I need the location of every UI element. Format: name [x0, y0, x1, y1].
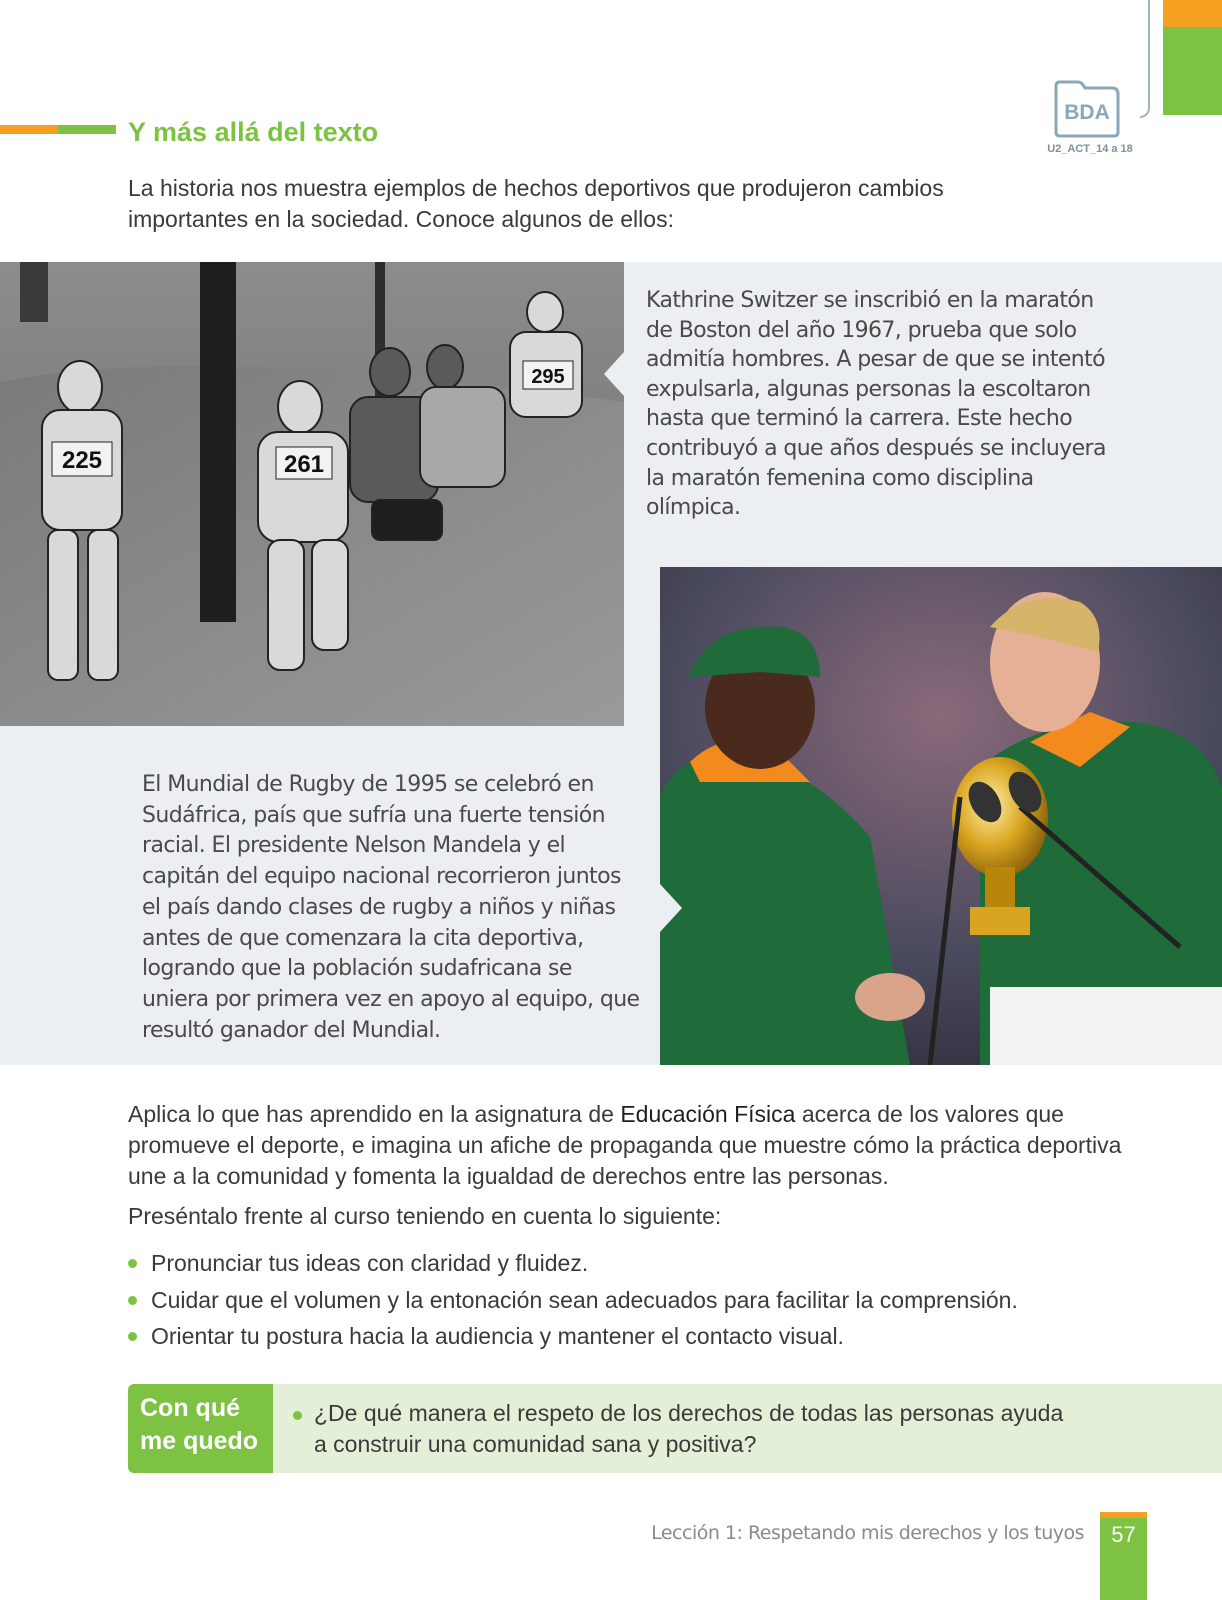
list-item [128, 1318, 1018, 1355]
title-part-3: del [259, 117, 314, 147]
bda-code: U2_ACT_14 a 18 [1047, 143, 1133, 155]
header-bar-orange [0, 125, 58, 134]
bullet-icon [128, 1296, 137, 1305]
list-item [128, 1245, 1018, 1282]
subject-name: Educación Física [620, 1101, 796, 1127]
boston-marathon-photo [0, 262, 624, 726]
reflection-question: ¿De qué manera el respeto de los derechos de todas las personas ayuda a construir una comunidad sana y positiva? [314, 1400, 1064, 1457]
bib-261: 261 [283, 451, 325, 478]
bullet-icon [128, 1332, 137, 1341]
bib-295: 295 [531, 366, 565, 388]
presentation-prompt: Preséntalo frente al curso teniendo en cuenta lo siguiente: [128, 1203, 722, 1229]
list-item-text: Cuidar que el volumen y la entonación sean adecuados para facilitar la comprensión. [151, 1286, 1018, 1313]
lesson-footer: Lección 1: Respetando mis derechos y los tuyos [651, 1522, 1084, 1544]
section-title [128, 117, 378, 148]
bullet-icon [128, 1259, 137, 1268]
bda-label: BDA [1064, 101, 1110, 124]
page-number: 57 [1111, 1522, 1136, 1547]
reflection-tag-label: Con qué me quedo [140, 1394, 259, 1455]
title-part-4: texto [313, 117, 379, 147]
bda-connector-line [1140, 0, 1150, 118]
list-item-text: Orientar tu postura hacia la audiencia y mantener el contacto visual. [151, 1323, 844, 1349]
activity-text-before: Aplica lo que has aprendido en la asignatura de [128, 1101, 621, 1127]
rugby-caption: El Mundial de Rugby de 1995 se celebró en Sudáfrica, país que sufría una fuerte tensión racial. El presidente Nelson Mandela y el capitán del equipo nacional recorrieron juntos el país dando clases de rugby a niños y niñas antes de que comenzara la cita deportiva, logrando que la población sudafricana se uniera por primera vez en apoyo al equipo, que resultó ganador del Mundial. [142, 772, 640, 1043]
switzer-caption: Kathrine Switzer se inscribió en la maratón de Boston del año 1967, prueba que solo admitía hombres. A pesar de que se intentó expulsarla, algunas personas la escoltaron hasta que terminó la carrera. Este hecho contribuyó a que años después se incluyera la maratón femenina como disciplina olímpica. [646, 288, 1106, 521]
caption-pointer-left [604, 352, 624, 396]
caption-pointer-right [660, 884, 682, 932]
list-item [128, 1282, 1018, 1319]
list-item-text: Pronunciar tus ideas con claridad y fluidez. [151, 1250, 589, 1276]
title-part-1: Y [128, 117, 154, 147]
presentation-checklist [128, 1245, 1018, 1355]
rugby-world-cup-photo [660, 567, 1222, 1065]
bullet-icon [293, 1411, 302, 1420]
bib-225: 225 [61, 447, 103, 474]
activity-text-after: acerca de los valores que promueve el deporte, e imagina un afiche de propaganda que muestre cómo la práctica deportiva une a la comunidad y fomenta la igualdad de derechos entre las personas. [128, 1101, 1122, 1189]
intro-paragraph: La historia nos muestra ejemplos de hechos deportivos que produjeron cambios importantes en la sociedad. Conoce algunos de ellos: [128, 175, 944, 232]
title-part-2: más allá [153, 117, 260, 147]
header-bar-green [58, 125, 116, 134]
corner-accent-green [1163, 27, 1222, 115]
bda-folder-icon[interactable] [1052, 80, 1122, 138]
corner-accent-orange [1163, 0, 1222, 27]
activity-instructions [128, 1099, 1128, 1192]
